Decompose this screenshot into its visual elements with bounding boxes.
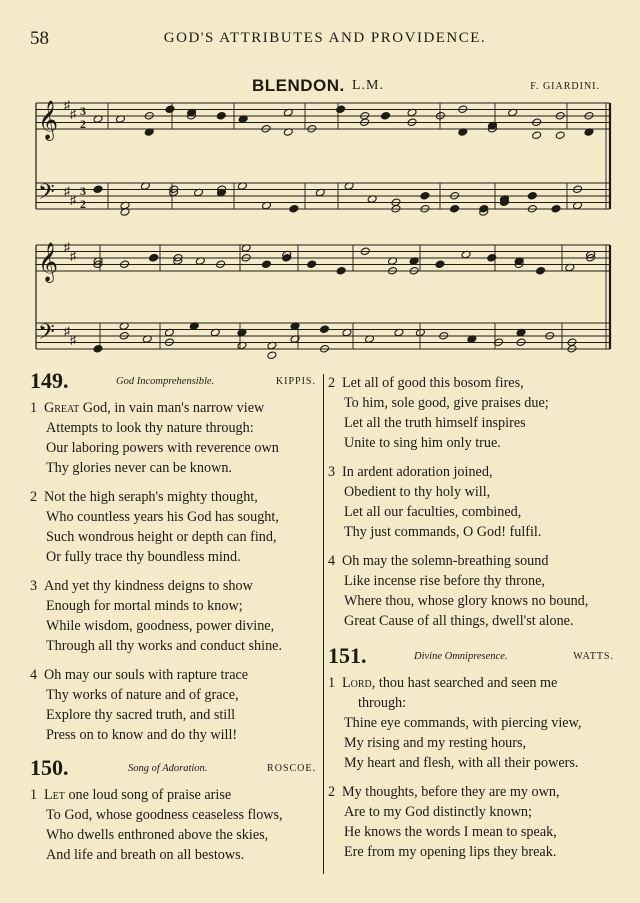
stanza: 2 Not the high seraph's mighty thought, Who countless years his God has sought, Such wondrous height or depth can find, Or fully trace thy boundless mind. <box>30 489 279 565</box>
time-signature: 3 <box>80 104 86 118</box>
verse-number: 4 <box>328 553 336 569</box>
tune-composer: F. GIARDINI. <box>530 81 600 92</box>
treble-clef-icon: 𝄞 <box>38 242 59 282</box>
music-score <box>0 95 640 365</box>
hymn-author: ROSCOE. <box>267 763 316 774</box>
verse-number: 1 <box>30 400 38 416</box>
note-head <box>165 105 175 114</box>
verse-number: 1 <box>30 787 38 803</box>
hymn-title: God Incomprehensible. <box>116 376 215 387</box>
hymn-149 <box>30 368 320 745</box>
note-head <box>551 204 561 213</box>
note-head <box>435 260 445 269</box>
sharp-icon: ♯ <box>64 184 70 198</box>
stanza: 4 Oh may our souls with rapture trace Thy works of nature and of grace, Explore thy sacred truth, and still Press on to know and do thy will! <box>30 667 249 743</box>
time-signature: 2 <box>80 197 86 211</box>
verse-number: 3 <box>328 464 336 480</box>
verse-number: 2 <box>328 375 336 391</box>
page-number: 58 <box>30 28 49 49</box>
stanza: 1 Lord, thou hast searched and seen me through: Thine eye commands, with piercing view, My rising and my resting hours, My heart and flesh, with all their powers. <box>328 675 582 771</box>
note-head <box>532 131 542 140</box>
verse-number: 2 <box>328 784 336 800</box>
note-head <box>527 191 537 200</box>
note-head <box>267 351 277 360</box>
hymn-151 <box>328 643 618 862</box>
sharp-icon: ♯ <box>64 98 70 112</box>
verse-number: 4 <box>30 667 38 683</box>
left-column <box>30 368 320 874</box>
stanza: 4 Oh may the solemn-breathing sound Like incense rise before thy throne, Where thou, whose glory knows no bound, Great Cause of all things, dwell'st alone. <box>328 553 589 629</box>
time-signature: 3 <box>80 184 86 198</box>
running-title: GOD'S ATTRIBUTES AND PROVIDENCE. <box>163 30 487 46</box>
stanza: 3 In ardent adoration joined, Obedient to thy holy will, Let all our faculties, combined, Thy just commands, O God! fulfil. <box>328 464 542 540</box>
note-head <box>93 185 103 194</box>
sharp-icon: ♯ <box>70 333 76 347</box>
note-head <box>536 266 546 275</box>
hymn-number: 151. <box>328 643 367 668</box>
hymn-150-continued <box>328 373 618 631</box>
treble-clef-icon: 𝄞 <box>38 100 59 140</box>
sharp-icon: ♯ <box>70 193 76 207</box>
note-head <box>381 111 391 120</box>
verse-number: 1 <box>328 675 336 691</box>
note-head <box>261 260 271 269</box>
hymn-150 <box>30 755 320 865</box>
note-head <box>420 191 430 200</box>
tune-meter: L.M. <box>352 78 384 93</box>
hymn-title: Song of Adoration. <box>128 763 208 774</box>
note-head <box>289 204 299 213</box>
note-head <box>336 266 346 275</box>
note-head <box>336 105 346 114</box>
stanza: 1 Let one loud song of praise arise To God, whose goodness ceaseless flows, Who dwells enthroned above the skies, And life and breath on all bestows. <box>30 787 283 863</box>
column-divider <box>323 374 324 874</box>
note-head <box>307 260 317 269</box>
page-header <box>30 28 610 50</box>
sharp-icon: ♯ <box>70 107 76 121</box>
hymn-number: 150. <box>30 755 69 780</box>
note-head <box>216 111 226 120</box>
note-head <box>320 325 330 334</box>
hymn-author: KIPPIS. <box>275 376 316 387</box>
note-head <box>450 204 460 213</box>
tune-name: BLENDON. <box>252 76 345 95</box>
hymn-author: WATTS. <box>573 651 614 662</box>
hymn-title: Divine Omnipresence. <box>414 651 508 662</box>
verse-number: 2 <box>30 489 38 505</box>
sharp-icon: ♯ <box>70 249 76 263</box>
verse-number: 3 <box>30 578 38 594</box>
time-signature: 2 <box>80 117 86 131</box>
sharp-icon: ♯ <box>64 324 70 338</box>
stanza: 3 And yet thy kindness deigns to show Enough for mortal minds to know; While wisdom, goodness, power divine, Through all thy works and conduct shine. <box>30 578 283 654</box>
sharp-icon: ♯ <box>64 240 70 254</box>
hymn-number: 149. <box>30 368 69 393</box>
note-head <box>555 131 565 140</box>
note-head <box>93 344 103 353</box>
bass-clef-icon: 𝄢 <box>38 180 55 210</box>
note-head <box>282 253 292 262</box>
stanza: 2 Let all of good this bosom fires, To him, sole good, give praises due; Let all the truth himself inspires Unite to sing him only true. <box>328 375 549 451</box>
stanza: 1 Great God, in vain man's narrow view Attempts to look thy nature through: Our laboring powers with reverence own Thy glories never can be known. <box>30 400 279 476</box>
stanza: 2 My thoughts, before they are my own, Are to my God distinctly known; He knows the words I mean to speak, Ere from my opening lips they break. <box>328 784 560 860</box>
bass-clef-icon: 𝄢 <box>38 320 55 350</box>
right-column <box>328 373 618 871</box>
